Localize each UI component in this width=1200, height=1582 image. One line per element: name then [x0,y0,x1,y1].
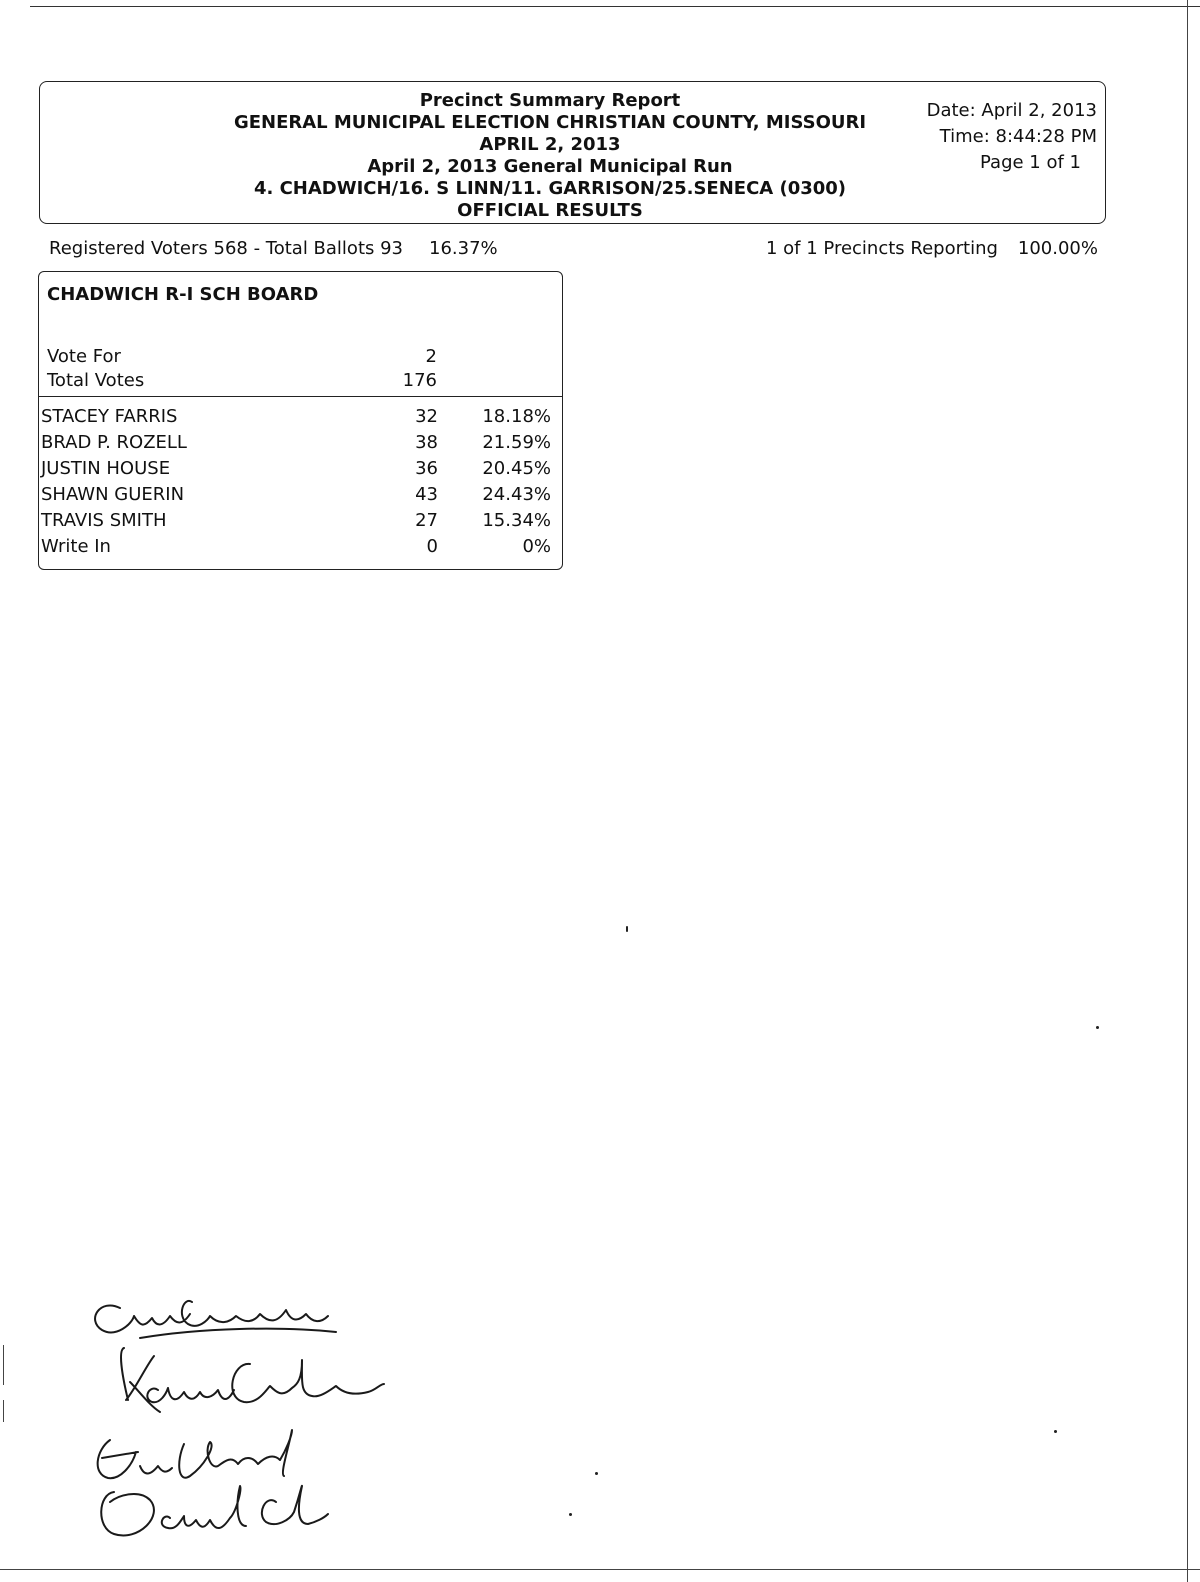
turnout-summary [49,238,498,259]
scan-speck [1096,1026,1099,1029]
report-header [39,81,1106,224]
candidate-name: JUSTIN HOUSE [41,458,171,479]
signature-1 [95,1301,336,1338]
candidate-votes: 43 [415,484,438,505]
total-votes-label: Total Votes [47,370,145,391]
candidate-row [41,406,551,432]
candidate-votes: 32 [415,406,438,427]
run-name: April 2, 2013 General Municipal Run [367,156,733,177]
candidate-row [41,458,551,484]
candidate-percent: 24.43% [482,484,551,505]
candidate-row [41,432,551,458]
total-votes-row [47,370,437,391]
precincts-reporting: 1 of 1 Precincts Reporting [766,238,998,259]
candidate-row [41,536,551,562]
contest-results [38,271,563,570]
scan-speck [626,926,628,932]
candidate-votes: 36 [415,458,438,479]
contest-title: CHADWICH R-I SCH BOARD [47,284,319,305]
candidate-name: Write In [41,536,111,557]
report-title: Precinct Summary Report [419,90,681,111]
precincts-summary [766,238,1098,259]
signature-2 [121,1348,384,1412]
page-number: Page 1 of 1 [980,152,1081,173]
registered-ballots: Registered Voters 568 - Total Ballots 93 [49,238,404,259]
signature-4 [101,1486,328,1536]
candidate-percent: 20.45% [482,458,551,479]
contest-divider [39,396,562,397]
candidate-percent: 15.34% [482,510,551,531]
candidate-name: TRAVIS SMITH [41,510,167,531]
vote-for-row [47,346,437,367]
scan-speck [1054,1430,1057,1433]
candidate-votes: 0 [426,536,438,557]
precinct-name: 4. CHADWICH/16. S LINN/11. GARRISON/25.SENECA (0300) [253,178,847,199]
results-status: OFFICIAL RESULTS [457,200,643,221]
scan-speck [595,1472,598,1475]
election-name: GENERAL MUNICIPAL ELECTION CHRISTIAN COUNTY, MISSOURI [233,112,867,133]
candidate-percent: 0% [522,536,551,557]
scan-speck [569,1513,572,1516]
vote-for-value: 2 [425,346,437,367]
election-date: APRIL 2, 2013 [479,134,621,155]
signature-block [80,1280,440,1580]
candidate-votes: 27 [415,510,438,531]
total-votes-value: 176 [402,370,437,391]
candidate-name: SHAWN GUERIN [41,484,185,505]
report-title-block [200,90,900,222]
precincts-percent: 100.00% [1017,238,1098,259]
signature-3 [98,1430,292,1478]
report-date: Date: April 2, 2013 [926,100,1097,121]
scan-left-mark [3,1345,4,1385]
candidate-votes: 38 [415,432,438,453]
scan-right-edge [1187,0,1188,1582]
report-meta [877,98,1097,176]
candidate-name: STACEY FARRIS [41,406,178,427]
scan-left-mark [3,1400,4,1422]
scan-top-line [30,6,1200,7]
candidate-percent: 21.59% [482,432,551,453]
candidate-row [41,510,551,536]
candidate-name: BRAD P. ROZELL [41,432,187,453]
candidate-row [41,484,551,510]
turnout-percent: 16.37% [429,238,498,259]
report-time: Time: 8:44:28 PM [939,126,1097,147]
candidate-percent: 18.18% [482,406,551,427]
vote-for-label: Vote For [47,346,121,367]
